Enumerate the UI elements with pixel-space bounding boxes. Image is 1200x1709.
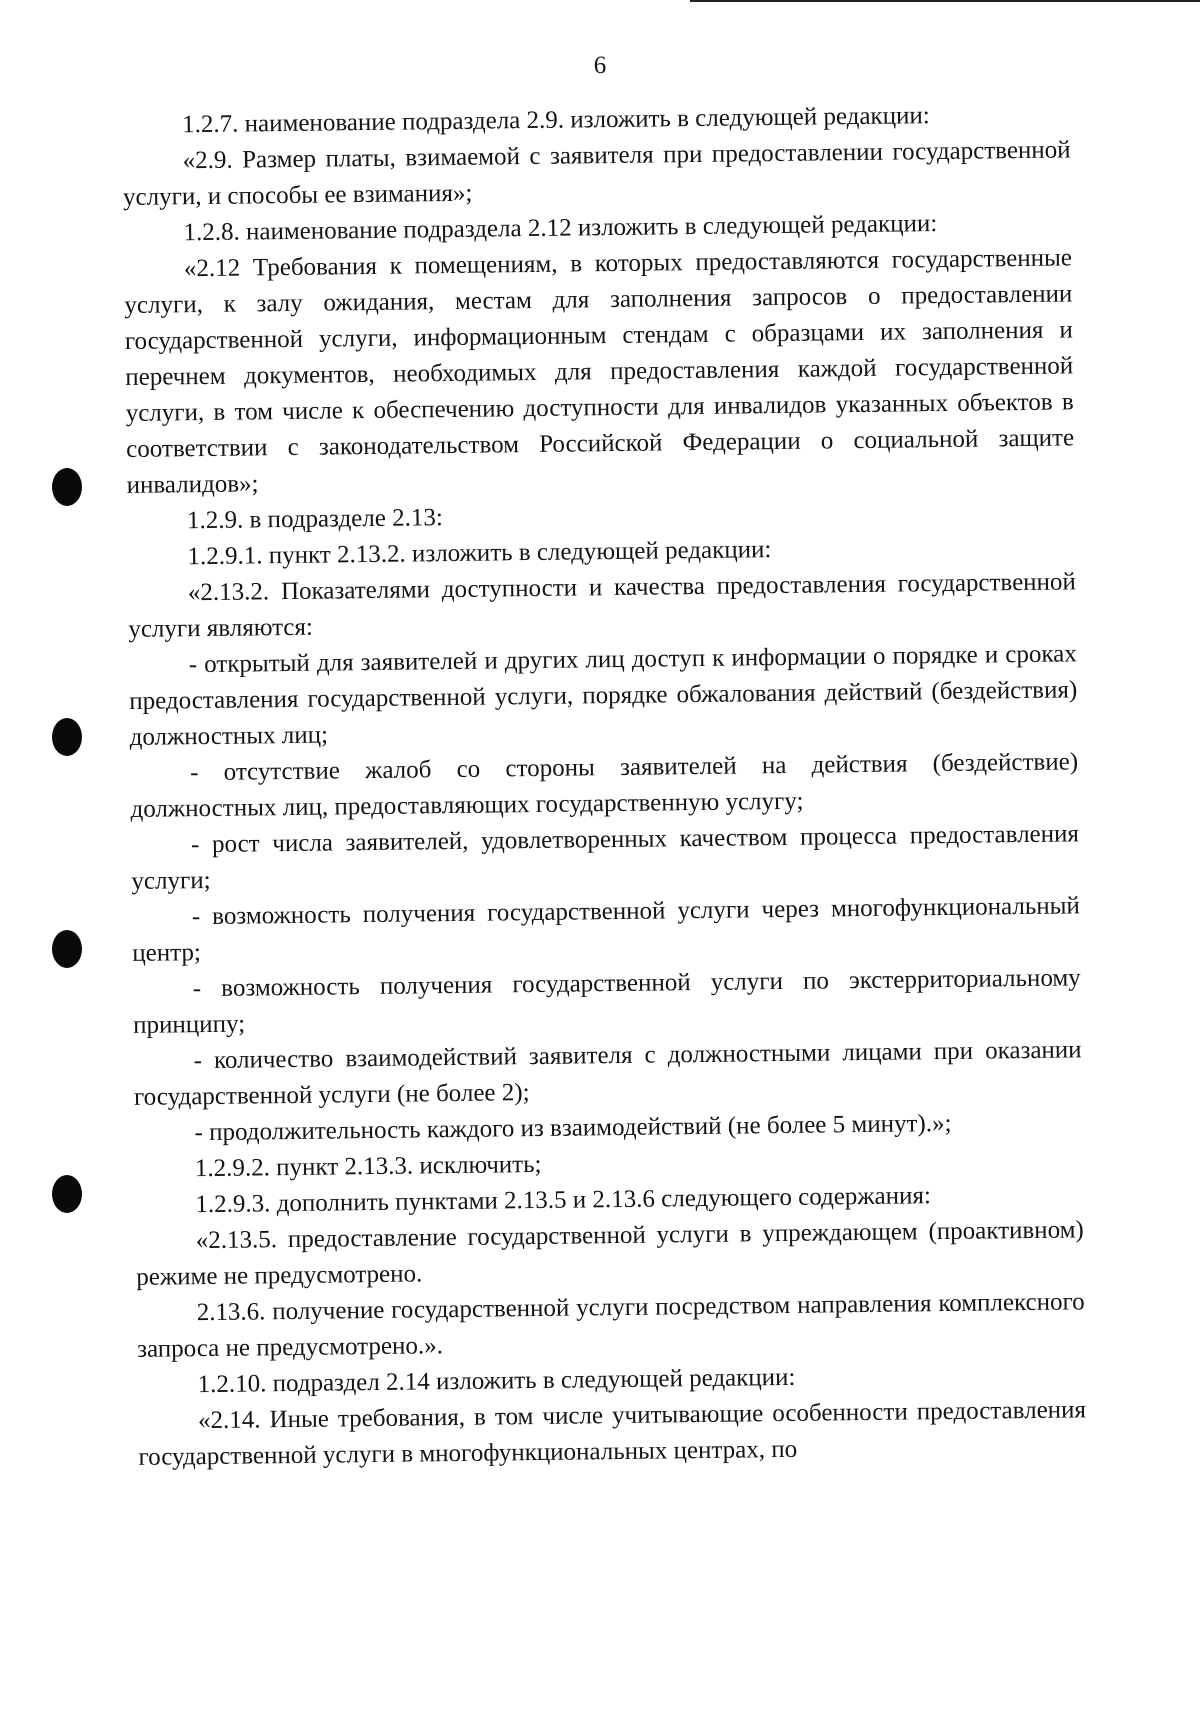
punch-hole [52, 1175, 82, 1213]
paragraph-quote-2-13-5: «2.13.5. предоставление государственной услуги в упреждающем (проактивном) режиме не предусмотрено. [136, 1216, 1084, 1291]
punch-hole [52, 468, 82, 506]
paragraph-1-2-8: 1.2.8. наименование подраздела 2.12 изложить в следующей редакции: [183, 210, 938, 247]
paragraph-1-2-10: 1.2.10. подраздел 2.14 изложить в следующей редакции: [197, 1363, 796, 1399]
paragraph-1-2-9: 1.2.9. в подразделе 2.13: [186, 504, 443, 535]
paragraph-1-2-9-3: 1.2.9.3. дополнить пунктами 2.13.5 и 2.13.6 следующего содержания: [195, 1182, 932, 1219]
paragraph-quote-2-9: «2.9. Размер платы, взимаемой с заявителя при предоставлении государственной услуги, и способы ее взимания»; [122, 136, 1071, 211]
top-edge-line [690, 0, 1200, 2]
list-item: - открытый для заявителей и других лиц доступ к информации о порядке и сроках предоставления государственной услуги, порядке обжалования действий (бездействия) должностных лиц; [129, 640, 1078, 751]
list-item: - количество взаимодействий заявителя с должностными лицами при оказании государственной услуги (не более 2); [133, 1036, 1082, 1111]
list-item: - возможность получения государственной услуги по экстерриториальному принципу; [133, 964, 1081, 1039]
list-item: - возможность получения государственной услуги через многофункциональный центр; [132, 892, 1080, 967]
list-item: - продолжительность каждого из взаимодействий (не более 5 минут).»; [194, 1109, 952, 1147]
list-item: - рост числа заявителей, удовлетворенных качеством процесса предоставления услуги; [131, 820, 1080, 895]
list-item: - отсутствие жалоб со стороны заявителей на действия (бездействие) должностных лиц, предоставляющих государственную услугу; [130, 748, 1079, 823]
page-number: 6 [593, 52, 607, 79]
punch-hole [52, 718, 82, 756]
paragraph-quote-2-12: «2.12 Требования к помещениям, в которых предоставляются государственные услуги, к залу ожидания, местам для заполнения запросов о предоставлении государственной услуги, информационным стендам с образцами их заполнения и перечнем документов, необходимых для предоставления каждой государственной услуги, в том числе к обеспечению доступности для инвалидов указанных объектов в соответствии с законодательством Российской Федерации о социальной защите инвалидов»; [124, 244, 1075, 499]
punch-hole [52, 930, 82, 968]
paragraph-1-2-9-2: 1.2.9.2. пункт 2.13.3. исключить; [194, 1150, 542, 1183]
paragraph-quote-2-13-2: «2.13.2. Показателями доступности и качества предоставления государственной услуги являются: [128, 568, 1077, 643]
paragraph-quote-2-14: «2.14. Иные требования, в том числе учитывающие особенности предоставления государственной услуги в многофункциональных центрах, по [138, 1396, 1087, 1471]
paragraph-1-2-9-1: 1.2.9.1. пункт 2.13.2. изложить в следующей редакции: [187, 536, 772, 571]
paragraph-2-13-6: 2.13.6. получение государственной услуги посредством направления комплексного запроса не предусмотрено.». [137, 1288, 1085, 1363]
document-body [122, 96, 1087, 1475]
paragraph-1-2-7: 1.2.7. наименование подраздела 2.9. изложить в следующей редакции: [182, 102, 930, 139]
